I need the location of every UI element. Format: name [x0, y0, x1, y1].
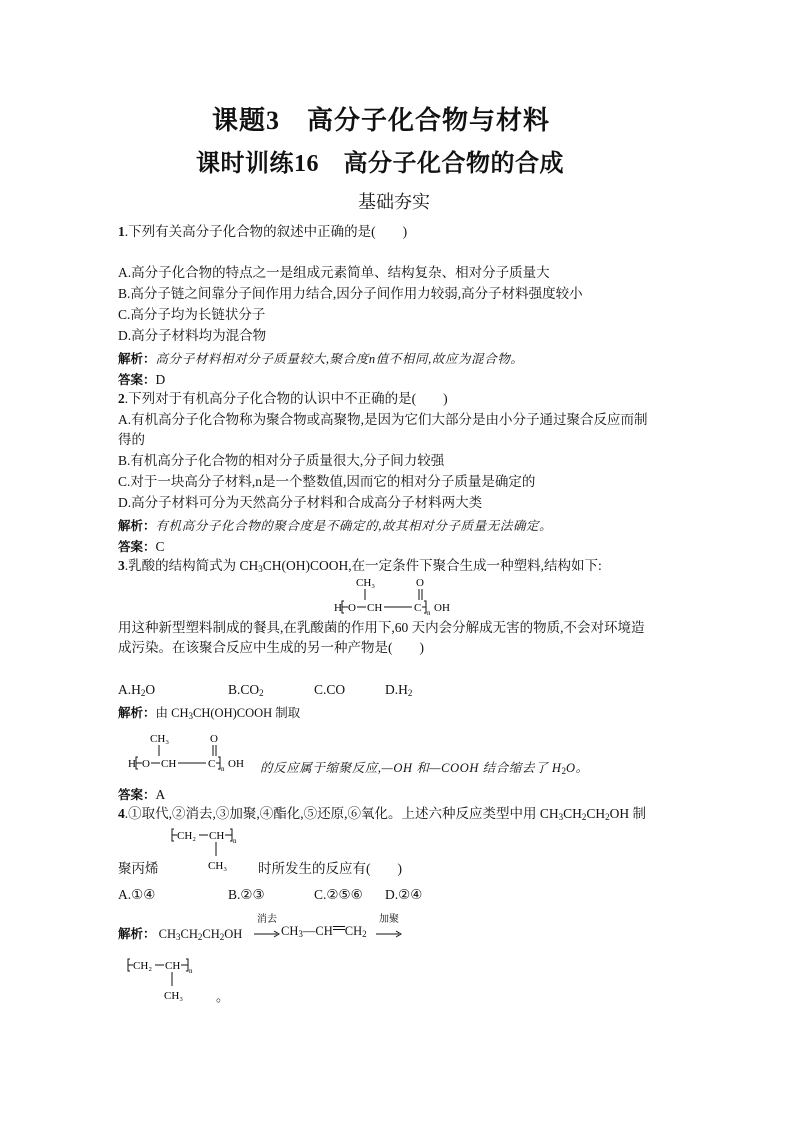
question-4-stem: 4.①取代,②消去,③加聚,④酯化,⑤还原,⑥氧化。上述六种反应类型中用 $CH_3CH_2CH_2OH$ 制: [118, 806, 647, 822]
question-number: 1: [118, 224, 125, 239]
elimination-arrow: [254, 914, 280, 943]
q3-line-2: 用这种新型塑料制成的餐具,在乳酸菌的作用下,60 天内会分解成无害的物质,不会对环境造: [118, 620, 645, 635]
methyl-group: CH₃: [356, 577, 376, 589]
answer-value: A: [155, 787, 166, 802]
q1-option-a: A.高分子化合物的特点之一是组成元素简单、结构复杂、相对分子质量大: [118, 265, 550, 280]
q4-option-b: B.②③: [228, 887, 265, 902]
hydroxyl-group: OH: [434, 602, 450, 614]
question-text: CH: [586, 806, 606, 821]
answer-label: 答案：: [118, 373, 156, 387]
methylene-group: CH₂: [133, 960, 153, 972]
right-arrow-icon: [254, 930, 280, 938]
question-text: OH 制: [609, 806, 647, 821]
q4-line-2a: 聚丙烯: [118, 861, 159, 876]
polymerization-arrow: [376, 914, 402, 943]
methine-group: CH: [209, 830, 225, 842]
q3-option-a: $A.H_2O$: [118, 682, 156, 698]
polylactic-acid-structure: [334, 574, 464, 618]
q2-answer: [118, 537, 165, 555]
formula-part: OH: [224, 927, 243, 941]
end-hydrogen: H: [128, 758, 136, 770]
q2-option-c: C.对于一块高分子材料,n是一个整数值,因而它的相对分子质量是确定的: [118, 474, 536, 489]
q1-option-b: B.高分子链之间靠分子间作用力结合,因分子间作用力较弱,高分子材料强度较小: [118, 286, 583, 301]
carbonyl-oxygen: O: [210, 733, 218, 745]
explain-text-cont: CH(OH)COOH 制取: [193, 706, 301, 720]
question-text: .乳酸的结构简式为 CH: [124, 558, 259, 573]
q3-option-c: [314, 682, 345, 698]
answer-label: 答案：: [118, 788, 156, 802]
explain-text: 有机高分子化合物的聚合度是不确定的,故其相对分子质量无法确定。: [155, 519, 553, 533]
q1-answer: [118, 370, 165, 388]
ether-oxygen: O: [348, 602, 356, 614]
degree-n: n: [189, 967, 193, 975]
question-text: .①取代,②消去,③加聚,④酯化,⑤还原,⑥氧化。上述六种反应类型中用 CH: [124, 806, 559, 821]
formula-part: CH: [158, 927, 177, 941]
methine-group: CH: [161, 758, 177, 770]
arrow-label: 消去: [257, 914, 277, 925]
formula-part: CH: [344, 924, 363, 938]
right-arrow-icon: [376, 930, 402, 938]
q1-option-c: C.高分子均为长链状分子: [118, 307, 266, 322]
q3-answer: [118, 785, 165, 803]
explain-text-end: O。: [566, 761, 589, 775]
explain-label: 解析：: [118, 927, 156, 941]
q3-explanation-2: 的反应属于缩聚反应,—OH 和—COOH 结合缩去了 $H_2O$。: [260, 761, 589, 776]
ether-oxygen: O: [142, 758, 150, 770]
answer-value: C: [155, 539, 165, 554]
q4-period: 。: [216, 989, 230, 1004]
explain-label: 解析：: [118, 352, 156, 366]
degree-n: n: [233, 837, 237, 845]
page-title: 课题3 高分子化合物与材料: [212, 106, 551, 135]
carbonyl-oxygen: O: [416, 577, 424, 589]
q1-option-d: D.高分子材料均为混合物: [118, 328, 267, 343]
q4-option-d: D.②④: [385, 887, 423, 902]
degree-n: n: [221, 765, 225, 773]
methine-group: CH: [165, 960, 181, 972]
answer-label: 答案：: [118, 540, 156, 554]
propene-formula: $CH_3—CH$ $CH_2$: [281, 924, 367, 939]
q4-option-c: C.②⑤⑥: [314, 887, 363, 902]
polypropylene-structure: [166, 826, 256, 872]
q3-option-d: $D.H_2$: [385, 682, 413, 698]
q3-option-b: $B.CO_2$: [228, 682, 264, 698]
hydroxyl-group: OH: [228, 758, 244, 770]
q2-option-b: B.有机高分子化合物的相对分子质量很大,分子间力较强: [118, 453, 445, 468]
question-number: 3: [118, 558, 125, 573]
explain-text: 的反应属于缩聚反应,—OH 和—COOH 结合缩去了 H: [260, 761, 562, 775]
question-text-cont: CH(OH)COOH,在一定条件下聚合生成一种塑料,结构如下:: [262, 558, 602, 573]
degree-n: n: [427, 609, 431, 617]
carbonyl-carbon: C: [208, 758, 216, 770]
carbonyl-carbon: C: [414, 602, 422, 614]
methyl-group: CH₃: [150, 733, 170, 745]
answer-value: D: [155, 372, 166, 387]
page-subtitle: 课时训练16 高分子化合物的合成: [196, 151, 564, 177]
q2-option-a-cont: 得的: [118, 432, 145, 447]
question-3-stem: 3.乳酸的结构简式为 $CH_3CH(OH)COOH$,在一定条件下聚合生成一种塑料,结构如下:: [118, 558, 602, 574]
question-1-stem: [118, 224, 407, 240]
option-text: C.CO: [314, 682, 346, 697]
formula-part: CH: [202, 927, 220, 941]
option-text: A.H: [118, 682, 141, 697]
polylactic-acid-structure-2: [128, 730, 258, 774]
question-number: 2: [118, 391, 125, 406]
methyl-group: CH₃: [208, 860, 228, 872]
q1-explanation: [118, 349, 524, 368]
formula-part: CH: [180, 927, 198, 941]
option-text: B.CO: [228, 682, 260, 697]
q4-explanation: 解析： $CH_3CH_2CH_2OH$: [118, 927, 243, 942]
q4-option-a: A.①④: [118, 887, 156, 902]
formula-part: CH: [281, 924, 299, 938]
explain-text: 高分子材料相对分子质量较大,聚合度n值不相同,故应为混合物。: [155, 352, 524, 366]
question-text: .下列有关高分子化合物的叙述中正确的是( ): [124, 224, 408, 239]
formula-part: —CH: [302, 924, 333, 938]
q2-explanation: [118, 516, 552, 535]
explain-text: 由 CH: [155, 706, 189, 720]
question-2-stem: [118, 391, 448, 407]
polypropylene-structure-2: [122, 956, 212, 1002]
q4-line-2b: 时所发生的反应有( ): [258, 861, 402, 876]
methyl-group: CH₃: [164, 990, 184, 1002]
question-text: .下列对于有机高分子化合物的认识中不正确的是( ): [124, 391, 448, 406]
option-text: D.H: [385, 682, 408, 697]
end-hydrogen: H: [334, 602, 342, 614]
section-heading: 基础夯实: [358, 192, 430, 212]
q2-option-a: A.有机高分子化合物称为聚合物或高聚物,是因为它们大部分是由小分子通过聚合反应而制: [118, 412, 648, 427]
explain-label: 解析：: [118, 519, 156, 533]
q3-line-3: 成污染。在该聚合反应中生成的另一种产物是( ): [118, 640, 424, 655]
q3-explanation: 解析：由 $CH_3CH(OH)COOH$ 制取: [118, 706, 301, 721]
question-text: CH: [563, 806, 582, 821]
methine-group: CH: [367, 602, 383, 614]
arrow-label: 加聚: [379, 914, 399, 925]
option-text: O: [145, 682, 156, 697]
q2-option-d: D.高分子材料可分为天然高分子材料和合成高分子材料两大类: [118, 495, 483, 510]
explain-label: 解析：: [118, 706, 156, 720]
question-number: 4: [118, 806, 125, 821]
methylene-group: CH₂: [177, 830, 197, 842]
